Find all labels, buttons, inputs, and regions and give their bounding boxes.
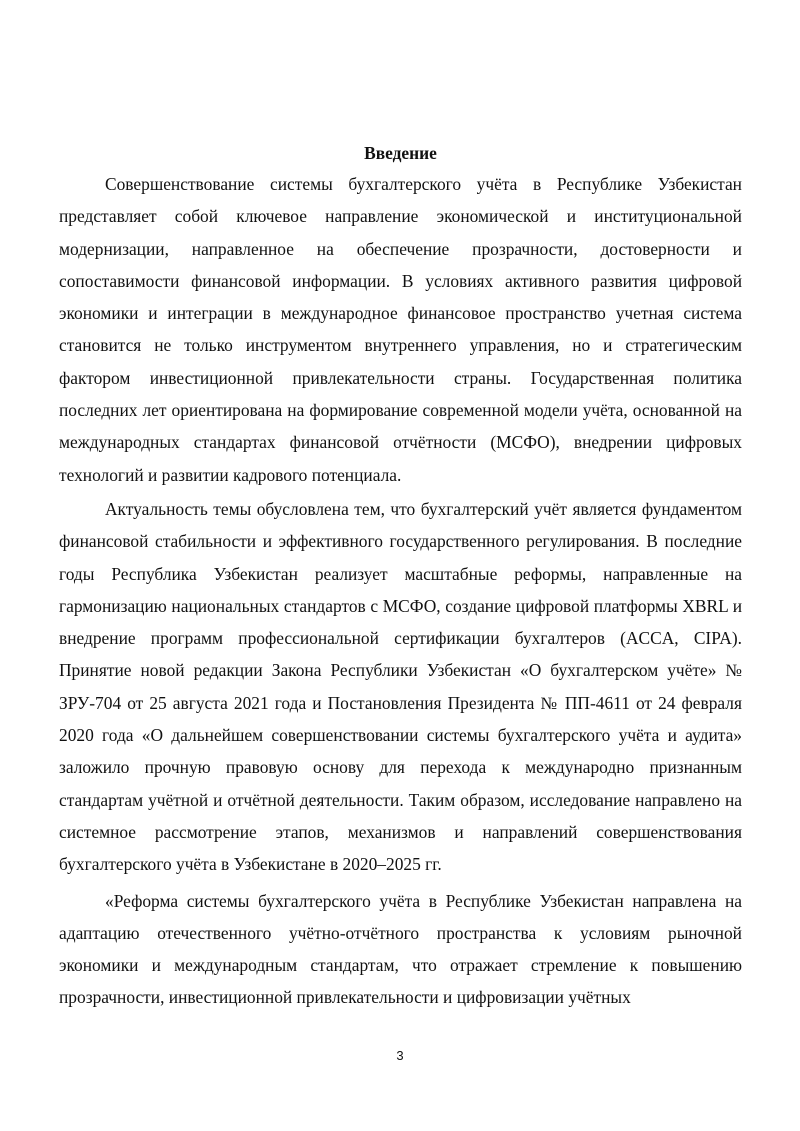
page-content bbox=[59, 140, 742, 1014]
paragraph-introduction: Совершенствование системы бухгалтерского учёта в Республике Узбекистан представляет собой ключевое направление экономической и институциональной модернизации, направленное на обеспечение прозрачности, достоверности и сопоставимости финансовой информации. В условиях активного развития цифровой экономики и интеграции в международное финансовое пространство учетная система становится не только инструментом внутреннего управления, но и стратегическим фактором инвестиционной привлекательности страны. Государственная политика последних лет ориентирована на формирование современной модели учёта, основанной на международных стандартах финансовой отчётности (МСФО), внедрении цифровых технологий и развитии кадрового потенциала. bbox=[59, 174, 742, 485]
paragraph-quote: «Реформа системы бухгалтерского учёта в Республике Узбекистан направлена на адаптацию отечественного учётно-отчётного пространства к условиям рыночной экономики и международным стандартам, что отражает стремление к повышению прозрачности, инвестиционной привлекательности и цифровизации учётных bbox=[59, 890, 742, 1008]
section-title: Введение bbox=[364, 143, 437, 163]
paragraph-relevance: Актуальность темы обусловлена тем, что бухгалтерский учёт является фундаментом финансовой стабильности и эффективного государственного регулирования. В последние годы Республика Узбекистан реализует масштабные реформы, направленные на гармонизацию национальных стандартов с МСФО, создание цифровой платформы XBRL и внедрение программ профессиональной сертификации бухгалтеров (ACCA, CIPA). Принятие новой редакции Закона Республики Узбекистан «О бухгалтерском учёте» № ЗРУ-704 от 25 августа 2021 года и Постановления Президента № ПП-4611 от 24 февраля 2020 года «О дальнейшем совершенствовании системы бухгалтерского учёта и аудита» заложило прочную правовую основу для перехода к международно признанным стандартам учётной и отчётной деятельности. Таким образом, исследование направлено на системное рассмотрение этапов, механизмов и направлений совершенствования бухгалтерского учёта в Узбекистане в 2020–2025 гг. bbox=[59, 498, 742, 875]
page-number: 3 bbox=[396, 1048, 404, 1063]
